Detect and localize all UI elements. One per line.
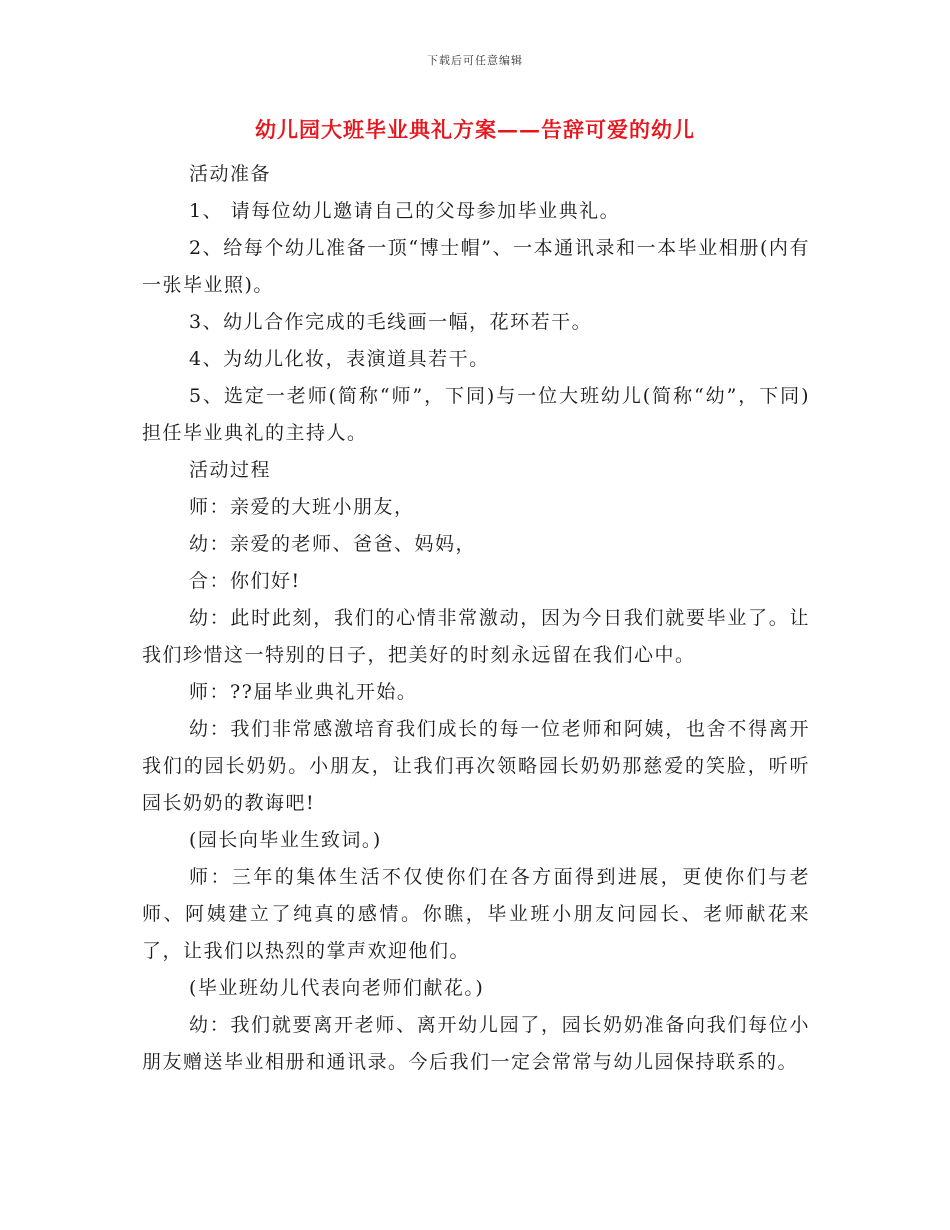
paragraph-preparation-heading: 活动准备 bbox=[189, 163, 272, 185]
paragraph-dialogue: 师：三年的集体生活不仅使你们在各方面得到进展，更使你们与老师、阿姨建立了纯真的感情。你瞧，毕业班小朋友问园长、老师献花来了，让我们以热烈的掌声欢迎他们。 bbox=[142, 866, 810, 962]
paragraph-dialogue: 幼：亲爱的老师、爸爸、妈妈， bbox=[189, 533, 477, 555]
document-title: 幼儿园大班毕业典礼方案——告辞可爱的幼儿 bbox=[255, 117, 695, 142]
paragraph-dialogue: 合：你们好! bbox=[189, 570, 301, 592]
paragraph-dialogue: 师：亲爱的大班小朋友， bbox=[189, 496, 415, 518]
paragraph-process-heading: 活动过程 bbox=[189, 459, 272, 481]
paragraph-dialogue: 幼：我们就要离开老师、离开幼儿园了，园长奶奶准备向我们每位小朋友赠送毕业相册和通讯录。今后我们一定会常常与幼儿园保持联系的。 bbox=[142, 1014, 810, 1073]
header-note: 下载后可任意编辑 bbox=[427, 54, 523, 67]
paragraph-item-5: 5、选定一老师(简称“师”，下同)与一位大班幼儿(简称“幼”，下同)担任毕业典礼的主持人。 bbox=[142, 385, 810, 444]
document-body bbox=[142, 156, 810, 1081]
paragraph-item-4: 4、为幼儿化妆，表演道具若干。 bbox=[189, 348, 490, 370]
paragraph-stage-direction: (园长向毕业生致词。) bbox=[189, 829, 382, 851]
paragraph-item-2: 2、给每个幼儿准备一顶“博士帽”、一本通讯录和一本毕业相册(内有一张毕业照)。 bbox=[142, 237, 810, 296]
paragraph-item-3: 3、幼儿合作完成的毛线画一幅，花环若干。 bbox=[189, 311, 593, 333]
paragraph-dialogue: 幼：此时此刻，我们的心情非常激动，因为今日我们就要毕业了。让我们珍惜这一特别的日子，把美好的时刻永远留在我们心中。 bbox=[142, 607, 810, 666]
paragraph-dialogue: 师：??届毕业典礼开始。 bbox=[189, 681, 418, 703]
paragraph-stage-direction: (毕业班幼儿代表向老师们献花。) bbox=[189, 977, 485, 999]
paragraph-item-1: 1、 请每位幼儿邀请自己的父母参加毕业典礼。 bbox=[189, 200, 621, 222]
paragraph-dialogue: 幼：我们非常感激培育我们成长的每一位老师和阿姨，也舍不得离开我们的园长奶奶。小朋友，让我们再次领略园长奶奶那慈爱的笑脸，听听园长奶奶的教诲吧! bbox=[142, 718, 810, 814]
